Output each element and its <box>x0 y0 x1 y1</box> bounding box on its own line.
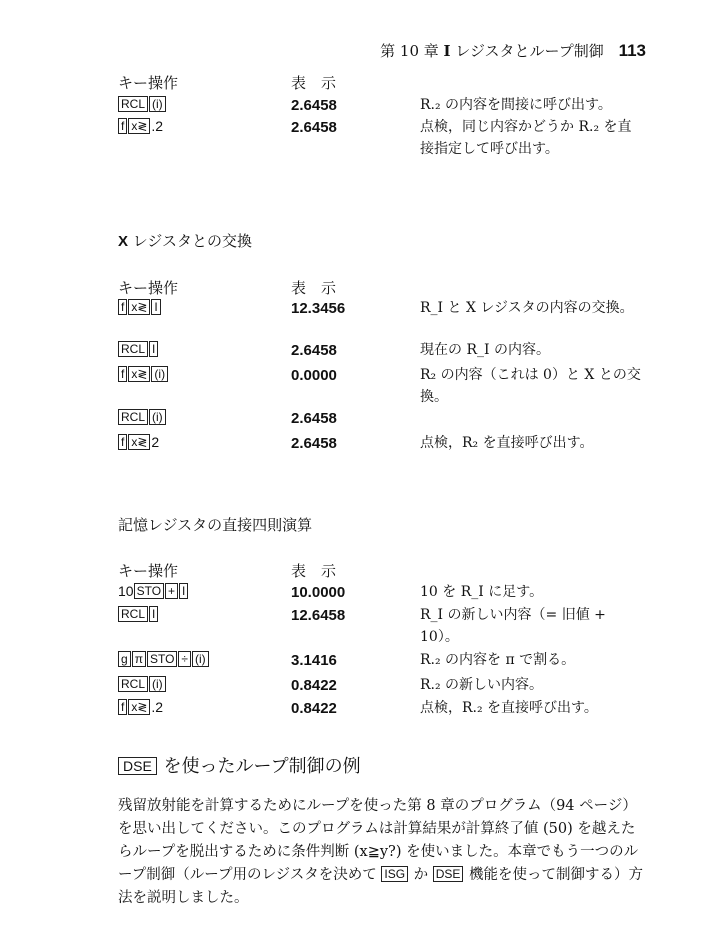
display-value: 12.3456 <box>291 300 346 317</box>
display-value: 0.8422 <box>291 677 337 694</box>
para-text-1: 残留放射能を計算するためにループを使った第 8 章のプログラム（94 ページ）を思い出してください。このプログラムは計算結果が計算終了値 (50) を越えたらループを脱出するために条件判断 (x≧y?) を使いました。本章でもう一つのループ制御（ループ用のレジスタを決めて <box>118 798 639 883</box>
key-sequence <box>118 606 159 622</box>
key-sequence <box>118 651 210 667</box>
section-dse-title: を使ったループ制御の例 <box>157 756 361 777</box>
display-value: 0.0000 <box>291 367 337 384</box>
dse-key-inline: DSE <box>433 866 464 882</box>
calculator-key: ÷ <box>178 651 191 667</box>
display-value: 10.0000 <box>291 584 346 601</box>
display-value: 2.6458 <box>291 435 337 452</box>
key-suffix: .2 <box>151 118 164 134</box>
calculator-key: g <box>118 651 131 667</box>
calculator-key: π <box>132 651 146 667</box>
comment-text: 点検，同じ内容かどうか R.₂ を直接指定して呼び出す。 <box>420 119 632 157</box>
comment-text: R.₂ の内容を間接に呼び出す。 <box>420 97 612 113</box>
calculator-key: f <box>118 366 127 382</box>
comment-text: 点検，R.₂ を直接呼び出す。 <box>420 700 598 716</box>
calculator-key: x≷ <box>128 118 150 134</box>
calculator-key: x≷ <box>128 299 150 315</box>
chapter-title-i: I <box>443 42 451 60</box>
comment-text: R.₂ の新しい内容。 <box>420 677 544 693</box>
calculator-key: (i) <box>151 366 168 382</box>
chapter-label: 第 10 章 <box>380 42 439 60</box>
display-value: 2.6458 <box>291 342 337 359</box>
key-sequence <box>118 299 162 315</box>
page-number: 113 <box>618 41 646 60</box>
comment-text: R.₂ の内容を π で割る。 <box>420 652 576 668</box>
calculator-key: f <box>118 699 127 715</box>
dse-key: DSE <box>118 757 157 775</box>
calculator-key: f <box>118 299 127 315</box>
calculator-key: x≷ <box>128 434 150 450</box>
key-sequence <box>118 96 167 112</box>
calculator-key: STO <box>134 583 164 599</box>
calculator-key: RCL <box>118 409 148 425</box>
calculator-key: f <box>118 434 127 450</box>
key-prefix: 10 <box>118 583 134 599</box>
key-sequence <box>118 434 159 450</box>
calculator-key: (i) <box>192 651 209 667</box>
col-header-display: 表 示 <box>291 74 337 92</box>
col-header-display: 表 示 <box>291 279 337 297</box>
calculator-key: (i) <box>149 676 166 692</box>
calculator-key: I <box>149 606 158 622</box>
comment-text: R_I の新しい内容（= 旧値 + 10）。 <box>420 607 606 645</box>
col-header-key: キー操作 <box>118 279 179 297</box>
section-x-register-exchange <box>118 230 252 251</box>
chapter-title: レジスタとループ制御 <box>450 42 604 60</box>
calculator-key: I <box>151 299 160 315</box>
calculator-key: f <box>118 118 127 134</box>
col-header-key: キー操作 <box>118 74 179 92</box>
key-sequence <box>118 409 167 425</box>
para-text-3: 機能を使って制御する）方法を説明しました。 <box>118 867 644 906</box>
calculator-key: I <box>149 341 158 357</box>
section-dse-heading <box>118 752 361 778</box>
display-value: 0.8422 <box>291 700 337 717</box>
comment-text: R₂ の内容（これは 0）と X との交換。 <box>420 367 641 405</box>
display-value: 2.6458 <box>291 97 337 114</box>
key-sequence <box>118 676 167 692</box>
calculator-key: I <box>179 583 188 599</box>
col-header-display: 表 示 <box>291 562 337 580</box>
calculator-key: + <box>165 583 178 599</box>
key-sequence <box>118 583 189 599</box>
calculator-key: x≷ <box>128 699 150 715</box>
key-sequence <box>118 699 163 715</box>
calculator-key: (i) <box>149 409 166 425</box>
calculator-key: RCL <box>118 96 148 112</box>
display-value: 2.6458 <box>291 410 337 427</box>
section-storage-arithmetic: 記憶レジスタの直接四則演算 <box>118 516 313 534</box>
comment-text: 点検，R₂ を直接呼び出す。 <box>420 435 594 451</box>
comment-text: 現在の R_I の内容。 <box>420 342 550 358</box>
body-paragraph <box>118 795 648 910</box>
running-header <box>380 40 646 61</box>
calculator-key: RCL <box>118 341 148 357</box>
key-sequence <box>118 341 159 357</box>
display-value: 12.6458 <box>291 607 346 624</box>
isg-key: ISG <box>381 866 408 882</box>
para-text-2: か <box>409 867 433 883</box>
comment-text: 10 を R_I に足す。 <box>420 584 544 600</box>
display-value: 3.1416 <box>291 652 337 669</box>
calculator-key: RCL <box>118 606 148 622</box>
key-sequence <box>118 366 169 382</box>
calculator-key: STO <box>147 651 177 667</box>
col-header-key: キー操作 <box>118 562 179 580</box>
comment-text: R_I と X レジスタの内容の交換。 <box>420 300 634 316</box>
calculator-key: (i) <box>149 96 166 112</box>
display-value: 2.6458 <box>291 119 337 136</box>
section-x-title: レジスタとの交換 <box>128 232 252 250</box>
section-x-letter: X <box>118 233 129 250</box>
calculator-key: x≷ <box>128 366 150 382</box>
calculator-key: RCL <box>118 676 148 692</box>
key-sequence <box>118 118 163 134</box>
key-suffix: .2 <box>151 699 164 715</box>
key-suffix: 2 <box>151 434 160 450</box>
